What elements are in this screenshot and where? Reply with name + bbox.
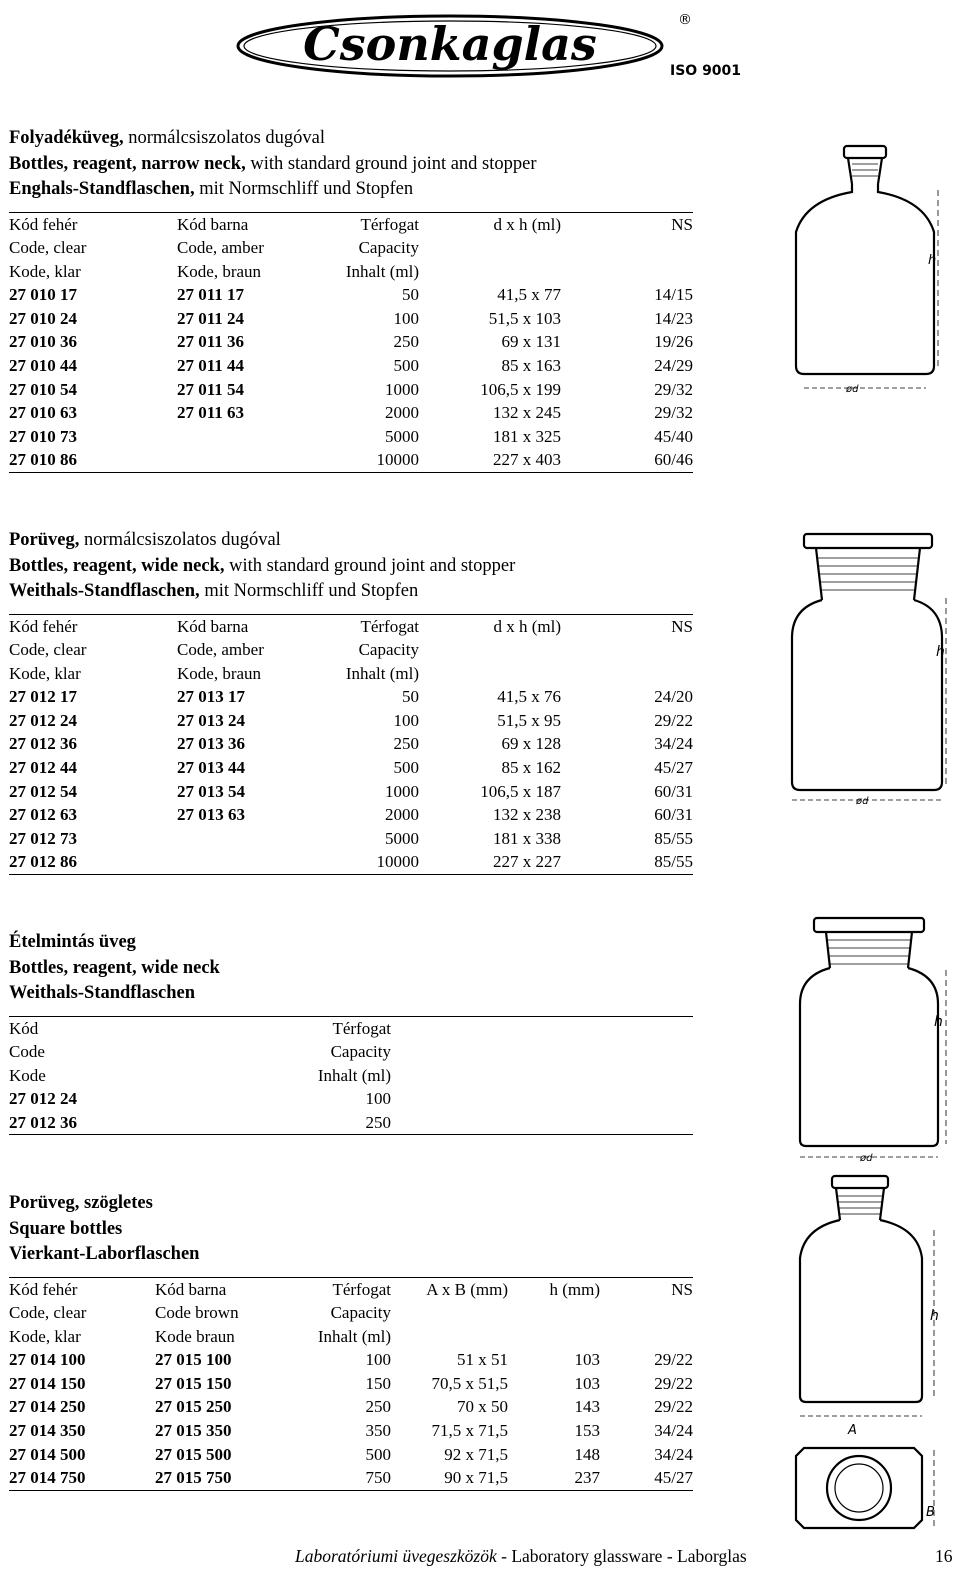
table-cell: 106,5 x 187	[480, 781, 561, 801]
table-row	[9, 780, 693, 804]
table-cell: 27 011 36	[177, 332, 245, 352]
table-cell: 350	[365, 1421, 391, 1441]
table-cell: 27 015 150	[155, 1373, 232, 1393]
table-cell: 41,5 x 76	[497, 687, 561, 707]
header-cell	[419, 260, 561, 284]
header-cell: Kode, klar	[9, 1326, 81, 1346]
height-label: h	[928, 253, 937, 268]
header-cell: Capacity	[330, 1303, 391, 1323]
header-cell: Code, amber	[177, 640, 264, 660]
table-cell: 132 x 245	[493, 403, 561, 423]
table-cell: 150	[365, 1373, 391, 1393]
header-cell: Térfogat	[360, 616, 419, 636]
table-cell: 34/24	[654, 1421, 693, 1441]
table-cell: 27 012 54	[9, 781, 77, 801]
table-row	[9, 1348, 693, 1372]
spacer-cell	[391, 1087, 693, 1111]
table-cell: 70,5 x 51,5	[431, 1373, 508, 1393]
table-row	[9, 1395, 693, 1419]
table-cell: 27 014 750	[9, 1466, 155, 1490]
table-cell: 27 011 17	[177, 285, 245, 305]
header-cell: Capacity	[358, 640, 419, 660]
table-cell: 10000	[317, 448, 419, 472]
header-cell	[391, 1325, 508, 1349]
table-cell: 27 011 44	[177, 356, 245, 376]
table-row	[9, 756, 693, 780]
header-cell: NS	[671, 214, 693, 234]
table-cell: 250	[129, 1111, 391, 1135]
header-cell: Kód fehér	[9, 616, 78, 636]
diameter-label: ød	[846, 384, 859, 395]
height-label: h	[930, 1308, 939, 1324]
table-cell: 24/20	[654, 687, 693, 707]
table-cell: 34/24	[654, 1444, 693, 1464]
header-cell: Code	[9, 1042, 45, 1062]
food-sample-bottle-drawing	[786, 912, 956, 1167]
table-cell: 10000	[317, 850, 419, 874]
table-cell: 27 013 36	[177, 734, 245, 754]
table-row	[9, 283, 693, 307]
table-row	[9, 803, 693, 827]
header-cell: Kode, braun	[177, 261, 262, 281]
table-row	[9, 1111, 693, 1135]
section-square-bottles	[9, 1191, 693, 1491]
table-cell: 27 014 250	[9, 1397, 86, 1417]
header-cell	[561, 638, 693, 662]
table-cell: 27 015 500	[155, 1444, 232, 1464]
header-cell	[391, 1301, 508, 1325]
table-cell: 34/24	[654, 734, 693, 754]
section-narrow-neck	[9, 126, 693, 473]
header-cell: NS	[671, 616, 693, 636]
footer-en: Laboratory glassware	[511, 1546, 663, 1566]
table-cell: 1000	[385, 781, 419, 801]
table-row	[9, 709, 693, 733]
table-cell: 41,5 x 77	[497, 285, 561, 305]
header-cell: Kode, klar	[9, 261, 81, 281]
header-cell: Térfogat	[332, 1279, 391, 1299]
table-cell: 103	[574, 1350, 600, 1370]
header-cell	[561, 662, 693, 686]
registered-mark: ®	[678, 12, 692, 28]
table-cell: 27 014 500	[9, 1444, 86, 1464]
table-cell: 5000	[385, 828, 419, 848]
table-row	[9, 1087, 693, 1111]
brand-logo	[230, 4, 740, 80]
table-row	[9, 330, 693, 354]
table-cell: 29/32	[654, 403, 693, 423]
table-cell: 51,5 x 103	[488, 308, 561, 328]
product-table	[9, 1016, 693, 1136]
section-title: Folyadéküveg, normálcsiszolatos dugóval Bottles, reagent, narrow neck, with standard ground joint and stopper Enghals-Standflaschen, mit Normschliff und Stopfen	[9, 128, 537, 199]
table-cell: 45/27	[654, 758, 693, 778]
product-table	[9, 614, 693, 876]
header-cell: Inhalt (ml)	[345, 663, 419, 683]
header-cell: A x B (mm)	[426, 1279, 508, 1299]
table-header-row	[9, 638, 693, 662]
section-wide-neck	[9, 528, 693, 875]
header-cell	[561, 236, 693, 260]
table-row	[9, 307, 693, 331]
table-cell: 29/22	[654, 710, 693, 730]
table-row	[9, 1466, 693, 1490]
header-cell: Térfogat	[332, 1018, 391, 1038]
table-cell: 181 x 338	[493, 828, 561, 848]
table-cell: 29/22	[654, 1397, 693, 1417]
header-cell: Térfogat	[360, 214, 419, 234]
header-cell: Kode, klar	[9, 663, 81, 683]
diameter-label: ød	[856, 796, 869, 807]
table-row	[9, 378, 693, 402]
header-cell: Kód	[9, 1018, 39, 1038]
table-row	[9, 827, 693, 851]
table-row	[9, 850, 693, 874]
header-cell: Kód barna	[177, 214, 249, 234]
table-cell: 1000	[385, 379, 419, 399]
header-cell: Kód barna	[177, 616, 249, 636]
table-cell: 19/26	[654, 332, 693, 352]
table-cell: 27 010 63	[9, 403, 77, 423]
table-cell: 100	[393, 710, 419, 730]
table-cell: 27 010 86	[9, 448, 177, 472]
table-header-row	[9, 1016, 693, 1040]
table-cell: 45/40	[654, 426, 693, 446]
table-cell: 227 x 227	[419, 850, 561, 874]
table-cell: 27 013 17	[177, 687, 245, 707]
header-cell: d x h (ml)	[493, 214, 561, 234]
footer-hu: Laboratóriumi üvegeszközök	[295, 1546, 497, 1566]
table-cell: 27 010 54	[9, 379, 77, 399]
table-cell: 100	[393, 308, 419, 328]
header-cell	[508, 1301, 600, 1325]
square-bottle-drawing	[786, 1170, 956, 1545]
table-cell: 69 x 128	[501, 734, 561, 754]
table-cell: 27 014 350	[9, 1421, 86, 1441]
table-cell: 27 010 17	[9, 285, 77, 305]
table-cell: 27 014 100	[9, 1350, 86, 1370]
table-cell: 51,5 x 95	[497, 710, 561, 730]
table-cell	[177, 448, 317, 472]
spacer-cell	[391, 1016, 693, 1040]
header-cell: Code, amber	[177, 238, 264, 258]
table-cell: 237	[508, 1466, 600, 1490]
iso-label: ISO 9001	[670, 63, 740, 79]
table-cell: 250	[393, 734, 419, 754]
table-cell: 148	[574, 1444, 600, 1464]
table-cell: 750	[267, 1466, 391, 1490]
header-cell: Kode	[9, 1065, 46, 1085]
header-cell: Inhalt (ml)	[317, 1065, 391, 1085]
table-row	[9, 1419, 693, 1443]
table-cell: 51 x 51	[457, 1350, 508, 1370]
table-header-row	[9, 1040, 693, 1064]
table-cell: 27 012 17	[9, 687, 77, 707]
brand-wordmark: Csonkaglas	[303, 17, 597, 71]
header-cell	[508, 1325, 600, 1349]
header-cell	[600, 1325, 693, 1349]
spacer-cell	[391, 1064, 693, 1088]
table-cell: 2000	[385, 403, 419, 423]
table-cell: 50	[402, 285, 419, 305]
table-cell: 69 x 131	[501, 332, 561, 352]
b-dimension-label: B	[926, 1505, 935, 1520]
header-cell	[419, 638, 561, 662]
table-row	[9, 354, 693, 378]
table-cell: 27 013 54	[177, 781, 245, 801]
product-table	[9, 1277, 693, 1491]
header-cell: Kód fehér	[9, 214, 78, 234]
header-cell	[419, 236, 561, 260]
table-cell: 27 010 73	[9, 426, 77, 446]
table-cell: 85 x 162	[501, 758, 561, 778]
header-cell: Kode, braun	[177, 663, 262, 683]
table-cell: 14/23	[654, 308, 693, 328]
table-header-row	[9, 1277, 693, 1301]
table-cell: 143	[574, 1397, 600, 1417]
table-cell: 500	[393, 758, 419, 778]
height-label: h	[936, 644, 945, 660]
table-row	[9, 1372, 693, 1396]
header-cell: Inhalt (ml)	[345, 261, 419, 281]
header-cell: d x h (ml)	[493, 616, 561, 636]
header-cell: Code, clear	[9, 1303, 87, 1323]
table-cell: 27 013 44	[177, 758, 245, 778]
table-cell: 5000	[385, 426, 419, 446]
table-row	[9, 1443, 693, 1467]
narrow-neck-bottle-drawing	[786, 140, 956, 405]
table-cell: 500	[365, 1444, 391, 1464]
table-cell: 27 010 44	[9, 356, 77, 376]
table-cell: 29/22	[654, 1373, 693, 1393]
table-cell: 27 011 54	[177, 379, 245, 399]
page-number: 16	[935, 1546, 953, 1566]
section-food-sample	[9, 930, 693, 1135]
table-row	[9, 448, 693, 472]
table-cell: 24/29	[654, 356, 693, 376]
table-cell: 27 012 73	[9, 828, 77, 848]
header-cell: Code brown	[155, 1303, 239, 1323]
section-title: Porüveg, normálcsiszolatos dugóval Bottles, reagent, wide neck, with standard ground joint and stopper Weithals-Standflaschen, mit Normschliff und Stopfen	[9, 530, 516, 601]
header-cell: Kód fehér	[9, 1279, 78, 1299]
section-title: Ételmintás üveg Bottles, reagent, wide neck Weithals-Standflaschen	[9, 932, 220, 1003]
table-cell: 27 015 350	[155, 1421, 232, 1441]
table-cell: 85/55	[654, 828, 693, 848]
table-cell: 92 x 71,5	[444, 1444, 508, 1464]
table-row	[9, 425, 693, 449]
spacer-cell	[391, 1040, 693, 1064]
table-header-row	[9, 212, 693, 236]
table-header-row	[9, 1325, 693, 1349]
table-header-row	[9, 662, 693, 686]
table-row	[9, 401, 693, 425]
table-cell: 27 011 24	[177, 308, 245, 328]
table-cell: 60/46	[561, 448, 693, 472]
table-cell: 100	[365, 1089, 391, 1109]
table-cell: 85/55	[561, 850, 693, 874]
table-cell: 227 x 403	[419, 448, 561, 472]
a-dimension-label: A	[848, 1423, 857, 1438]
table-cell: 100	[365, 1350, 391, 1370]
header-cell: Kód barna	[155, 1279, 227, 1299]
table-cell: 45/27	[600, 1466, 693, 1490]
table-cell: 29/32	[654, 379, 693, 399]
table-cell: 106,5 x 199	[480, 379, 561, 399]
diameter-label: ød	[860, 1153, 873, 1162]
table-cell: 27 010 24	[9, 308, 77, 328]
table-header-row	[9, 1064, 693, 1088]
table-header-row	[9, 1301, 693, 1325]
header-cell: Capacity	[358, 238, 419, 258]
table-cell	[177, 827, 317, 851]
header-cell: Code, clear	[9, 640, 87, 660]
table-cell: 85 x 163	[501, 356, 561, 376]
table-header-row	[9, 260, 693, 284]
table-cell: 71,5 x 71,5	[431, 1421, 508, 1441]
table-cell: 60/31	[654, 781, 693, 801]
table-cell: 103	[574, 1373, 600, 1393]
table-cell	[177, 850, 317, 874]
table-cell: 500	[393, 356, 419, 376]
table-cell: 27 014 150	[9, 1373, 86, 1393]
header-cell: Kode braun	[155, 1326, 235, 1346]
table-cell: 14/15	[654, 285, 693, 305]
table-cell: 70 x 50	[457, 1397, 508, 1417]
table-cell	[177, 425, 317, 449]
header-cell	[600, 1301, 693, 1325]
header-cell: h (mm)	[549, 1279, 600, 1299]
table-cell: 27 012 24	[9, 1089, 77, 1109]
height-label: h	[934, 1014, 943, 1030]
header-cell: Code, clear	[9, 238, 87, 258]
spacer-cell	[391, 1111, 693, 1135]
table-cell: 27 011 63	[177, 403, 245, 423]
footer-de: Laborglas	[677, 1546, 747, 1566]
page-footer: Laboratóriumi üvegeszközök - Laboratory glassware - Laborglas 16	[295, 1546, 953, 1566]
table-cell: 250	[393, 332, 419, 352]
table-row	[9, 732, 693, 756]
table-cell: 90 x 71,5	[391, 1466, 508, 1490]
table-cell: 27 010 36	[9, 332, 77, 352]
table-cell: 250	[365, 1397, 391, 1417]
table-cell: 50	[402, 687, 419, 707]
header-cell: Inhalt (ml)	[317, 1326, 391, 1346]
table-cell: 27 012 24	[9, 710, 77, 730]
table-cell: 27 012 86	[9, 850, 177, 874]
table-cell: 27 012 36	[9, 1111, 129, 1135]
table-cell: 27 013 24	[177, 710, 245, 730]
header-cell: Capacity	[330, 1042, 391, 1062]
table-cell: 27 015 100	[155, 1350, 232, 1370]
table-cell: 60/31	[654, 805, 693, 825]
section-title: Porüveg, szögletes Square bottles Vierkant-Laborflaschen	[9, 1193, 200, 1264]
table-header-row	[9, 614, 693, 638]
table-cell: 29/22	[654, 1350, 693, 1370]
table-header-row	[9, 236, 693, 260]
table-cell: 27 013 63	[177, 805, 245, 825]
table-cell: 181 x 325	[493, 426, 561, 446]
table-cell: 27 012 36	[9, 734, 77, 754]
table-cell: 2000	[385, 805, 419, 825]
table-cell: 132 x 238	[493, 805, 561, 825]
header-cell	[561, 260, 693, 284]
table-row	[9, 685, 693, 709]
table-cell: 153	[574, 1421, 600, 1441]
header-cell: NS	[671, 1279, 693, 1299]
table-cell: 27 015 750	[155, 1466, 267, 1490]
table-cell: 27 015 250	[155, 1397, 232, 1417]
table-cell: 27 012 63	[9, 805, 77, 825]
product-table	[9, 212, 693, 474]
header-cell	[419, 662, 561, 686]
wide-neck-bottle-drawing	[786, 528, 956, 823]
table-cell: 27 012 44	[9, 758, 77, 778]
